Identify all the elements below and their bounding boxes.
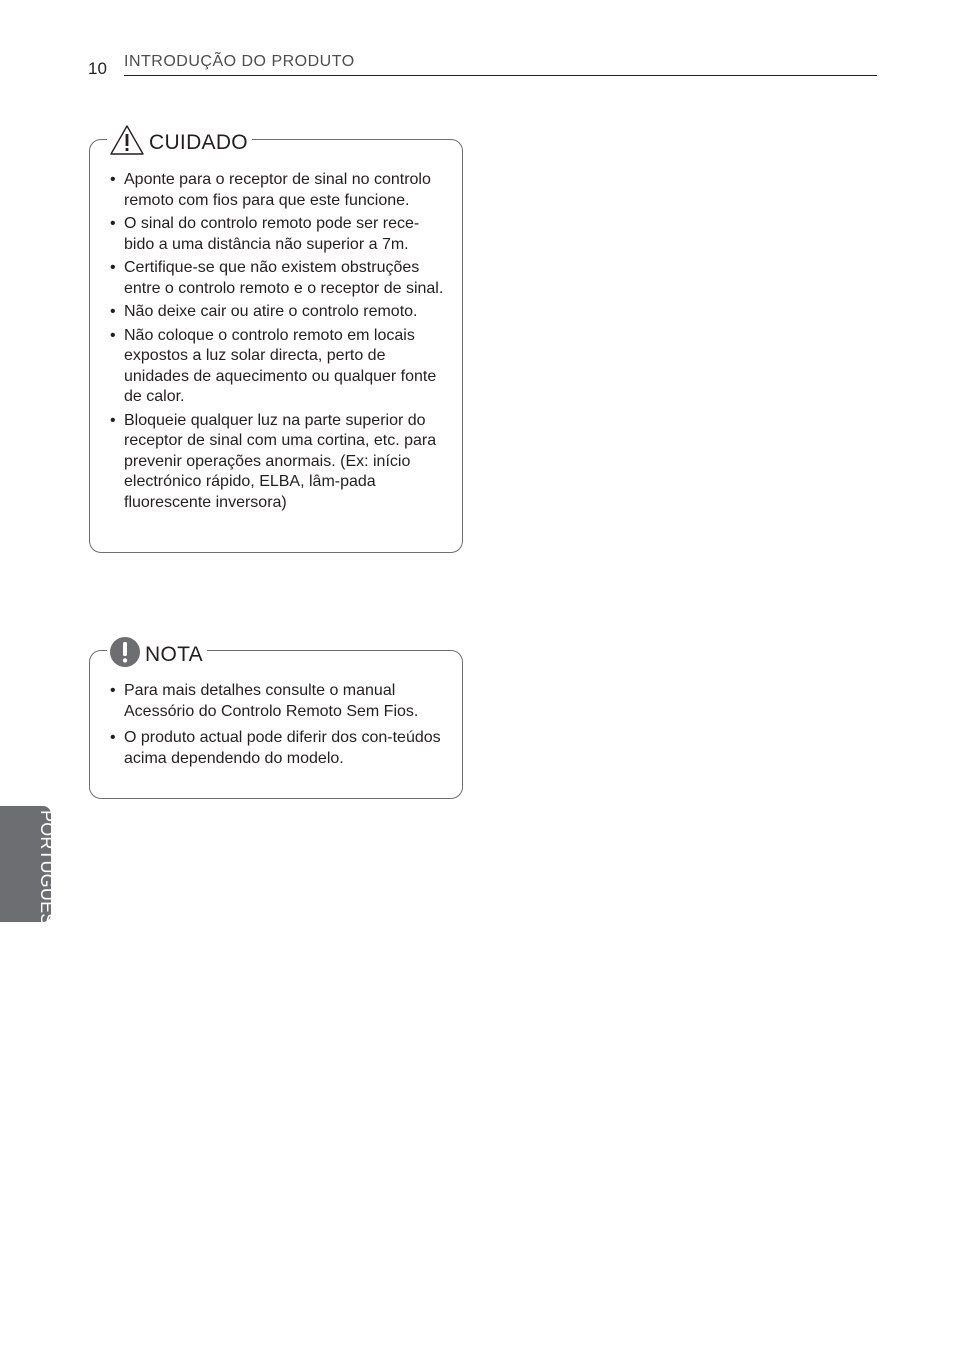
warning-triangle-icon (109, 124, 145, 162)
caution-list (110, 170, 444, 516)
language-tab-label: PORTUGUESE (37, 810, 57, 938)
caution-item: • Aponte para o receptor de sinal no controlo remoto com fios para que este funcione. (110, 170, 444, 211)
caution-item: • Bloqueie qualquer luz na parte superior do receptor de sinal com uma cortina, etc. para prevenir operações anormais. (Ex: início electrónico rápido, ELBA, lâm-pada fluorescente inversora) (110, 411, 444, 514)
note-heading (107, 636, 207, 674)
caution-item: • O sinal do controlo remoto pode ser rece-bido a uma distância não superior a 7m. (110, 214, 444, 255)
caution-item: • Não coloque o controlo remoto em locais expostos a luz solar directa, perto de unidades de aquecimento ou qualquer fonte de calor. (110, 326, 444, 408)
note-box (89, 643, 463, 799)
caution-title: CUIDADO (149, 131, 248, 154)
note-title: NOTA (145, 643, 203, 666)
caution-heading (107, 124, 252, 162)
note-item: • O produto actual pode diferir dos con-teúdos acima dependendo do modelo. (110, 728, 444, 769)
exclamation-circle-icon (109, 636, 141, 674)
caution-item: • Não deixe cair ou atire o controlo remoto. (110, 302, 444, 323)
header-rule (124, 75, 877, 76)
note-list (110, 681, 444, 775)
note-item: • Para mais detalhes consulte o manual Acessório do Controlo Remoto Sem Fios. (110, 681, 444, 722)
caution-item: • Certifique-se que não existem obstruções entre o controlo remoto e o receptor de sinal. (110, 258, 444, 299)
caution-box (89, 131, 463, 553)
section-title: INTRODUÇÃO DO PRODUTO (124, 53, 355, 70)
page-number: 10 (88, 59, 107, 78)
language-tab (0, 806, 57, 938)
